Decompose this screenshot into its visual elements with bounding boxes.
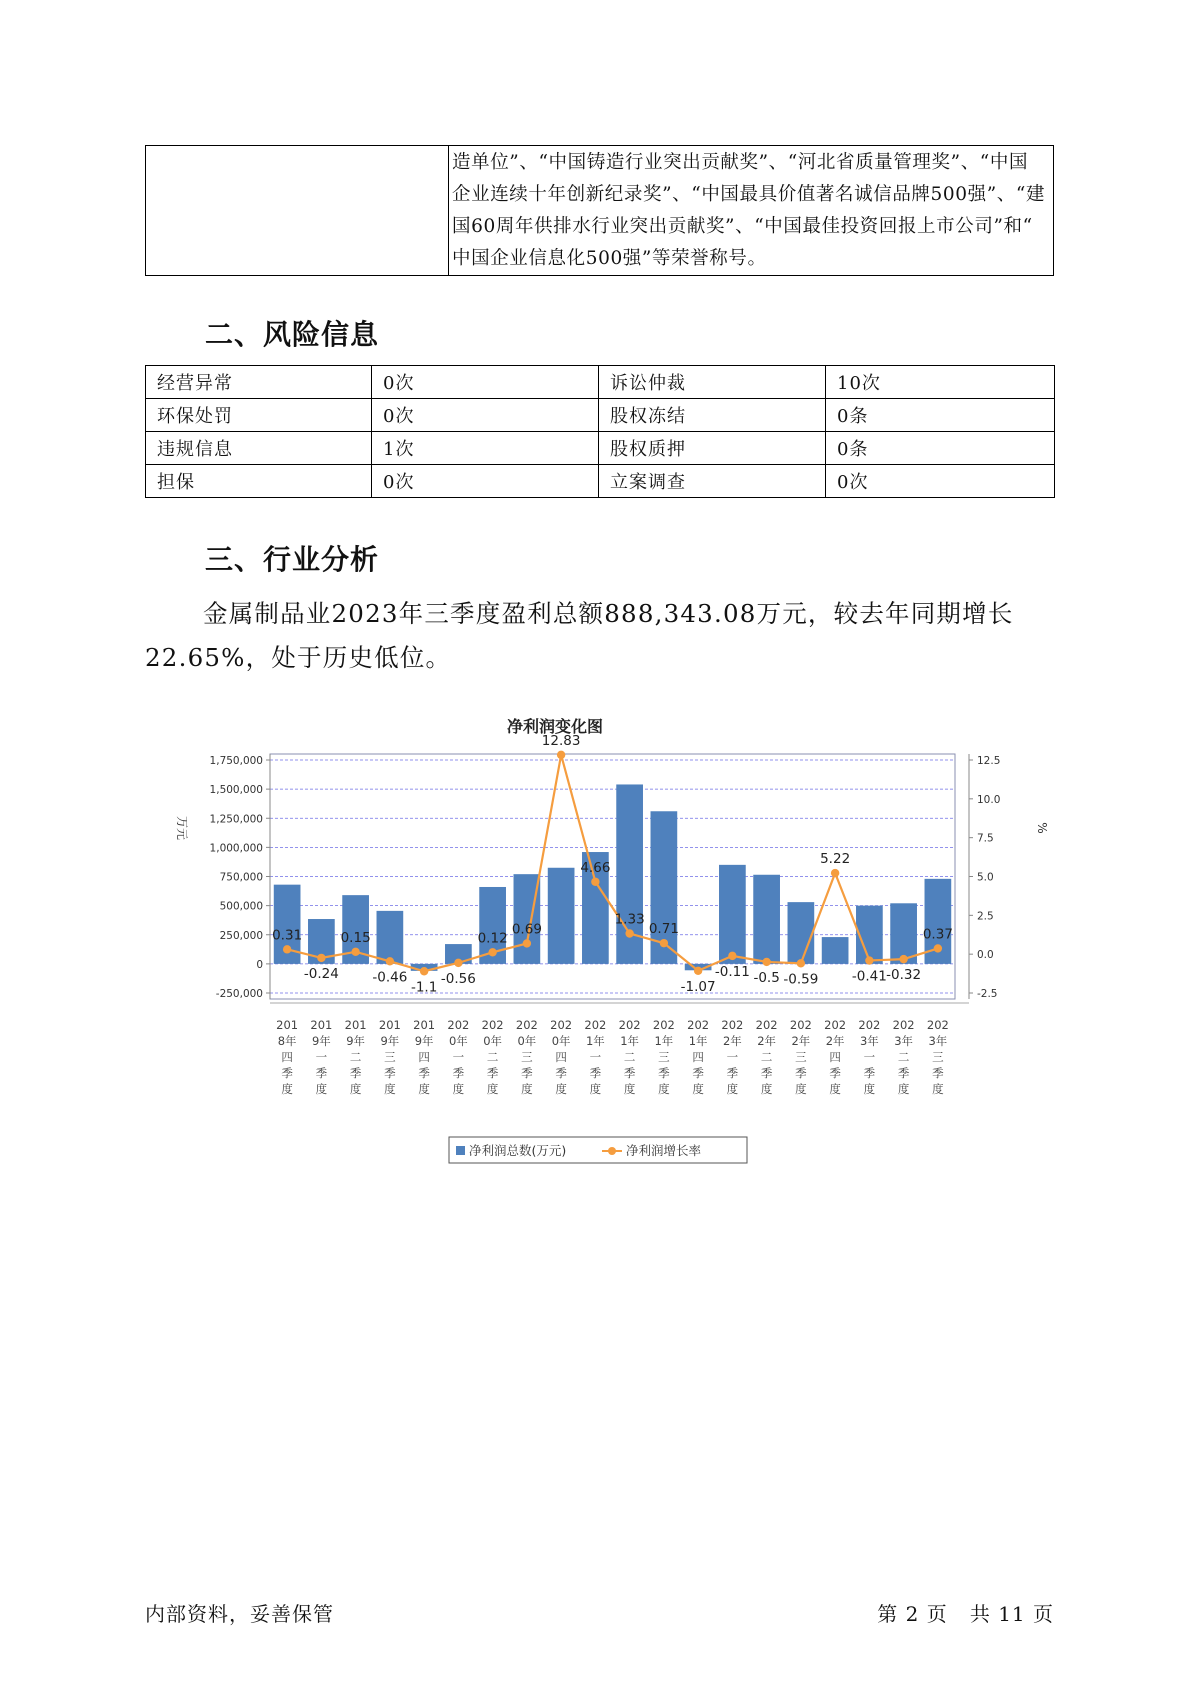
growth-rate-point bbox=[283, 945, 291, 953]
category-label: 度 bbox=[349, 1082, 362, 1096]
right-axis-tick-label: 5.0 bbox=[977, 871, 994, 884]
category-label: 度 bbox=[726, 1082, 739, 1096]
category-label: 季 bbox=[452, 1066, 465, 1080]
chart-title: 净利润变化图 bbox=[506, 717, 604, 736]
growth-rate-point bbox=[488, 948, 496, 956]
left-axis-tick-label: 500,000 bbox=[219, 900, 263, 913]
net-profit-chart bbox=[170, 708, 1050, 1173]
category-label: 季 bbox=[486, 1066, 499, 1080]
category-label: 度 bbox=[760, 1082, 773, 1096]
category-label: 一 bbox=[315, 1050, 328, 1064]
risk-label: 违规信息 bbox=[146, 432, 372, 465]
bar bbox=[788, 902, 815, 964]
bar bbox=[719, 865, 746, 964]
growth-rate-data-label: 0.12 bbox=[477, 930, 508, 947]
category-label: 季 bbox=[658, 1066, 670, 1080]
category-label: 度 bbox=[932, 1082, 944, 1096]
growth-rate-point bbox=[351, 948, 359, 956]
growth-rate-data-label: 1.33 bbox=[614, 911, 645, 928]
growth-rate-data-label: -1.1 bbox=[410, 979, 438, 996]
category-label: 202 bbox=[447, 1018, 470, 1032]
growth-rate-data-label: -0.5 bbox=[753, 969, 780, 986]
category-label: 一 bbox=[726, 1050, 739, 1064]
category-label: 3年 bbox=[894, 1034, 914, 1048]
category-label: 季 bbox=[692, 1066, 704, 1080]
growth-rate-data-label: 0.71 bbox=[648, 921, 679, 938]
growth-rate-point bbox=[454, 959, 462, 967]
category-label: 201 bbox=[378, 1018, 401, 1032]
growth-rate-point bbox=[831, 869, 839, 877]
category-label: 度 bbox=[692, 1082, 704, 1096]
left-axis-tick-label: 750,000 bbox=[219, 871, 263, 884]
page-number: 2 bbox=[905, 1602, 920, 1626]
category-label: 三 bbox=[932, 1050, 944, 1064]
category-label: 1年 bbox=[585, 1034, 605, 1048]
category-label: 一 bbox=[452, 1050, 465, 1064]
category-label: 度 bbox=[897, 1082, 910, 1096]
left-axis-tick-label: 1,750,000 bbox=[209, 755, 263, 767]
category-label: 度 bbox=[829, 1082, 841, 1096]
category-label: 季 bbox=[726, 1066, 739, 1080]
honors-table-left-cell bbox=[146, 146, 449, 276]
category-label: 201 bbox=[344, 1018, 367, 1032]
category-label: 9年 bbox=[414, 1034, 434, 1048]
category-label: 2年 bbox=[757, 1034, 777, 1048]
category-label: 度 bbox=[623, 1082, 636, 1096]
category-label: 202 bbox=[892, 1018, 915, 1032]
category-label: 三 bbox=[384, 1050, 396, 1064]
growth-rate-point bbox=[899, 955, 907, 963]
category-label: 度 bbox=[658, 1082, 670, 1096]
growth-rate-point bbox=[934, 944, 942, 952]
category-label: 202 bbox=[789, 1018, 812, 1032]
category-label: 202 bbox=[858, 1018, 881, 1032]
left-axis-tick-label: 0 bbox=[256, 958, 263, 971]
risk-value: 0次 bbox=[372, 366, 599, 399]
category-label: 1年 bbox=[620, 1034, 640, 1048]
footer-page-info bbox=[877, 1598, 1054, 1627]
risk-label: 股权冻结 bbox=[599, 399, 826, 432]
honors-table bbox=[145, 145, 1054, 276]
growth-rate-data-label: -0.41 bbox=[851, 968, 887, 985]
right-axis-tick-label: 2.5 bbox=[977, 910, 994, 923]
growth-rate-point bbox=[420, 967, 428, 975]
growth-rate-point bbox=[762, 958, 770, 966]
category-label: 三 bbox=[658, 1050, 670, 1064]
risk-value: 0次 bbox=[826, 465, 1055, 498]
honors-line: 造单位”、“中国铸造行业突出贡献奖”、“河北省质量管理奖”、“中国 bbox=[452, 152, 1029, 173]
category-label: 二 bbox=[349, 1050, 362, 1064]
honors-line: 企业连续十年创新纪录奖”、“中国最具价值著名诚信品牌500强”、“建 bbox=[452, 184, 1046, 205]
category-label: 度 bbox=[281, 1082, 293, 1096]
right-axis-tick-label: -2.5 bbox=[977, 988, 998, 1000]
category-label: 0年 bbox=[483, 1034, 503, 1048]
growth-rate-data-label: -0.24 bbox=[303, 965, 339, 982]
growth-rate-data-label: 0.69 bbox=[511, 921, 542, 938]
category-label: 四 bbox=[418, 1050, 430, 1064]
growth-rate-data-label: 0.37 bbox=[922, 926, 953, 943]
category-label: 8年 bbox=[277, 1034, 297, 1048]
category-label: 度 bbox=[384, 1082, 396, 1096]
category-label: 季 bbox=[829, 1066, 841, 1080]
category-label: 9年 bbox=[311, 1034, 331, 1048]
category-label: 度 bbox=[486, 1082, 499, 1096]
category-label: 度 bbox=[863, 1082, 876, 1096]
growth-rate-point bbox=[728, 952, 736, 960]
category-label: 季 bbox=[315, 1066, 328, 1080]
category-label: 2年 bbox=[722, 1034, 742, 1048]
category-label: 201 bbox=[276, 1018, 299, 1032]
category-label: 季 bbox=[281, 1066, 293, 1080]
category-label: 季 bbox=[589, 1066, 602, 1080]
risk-value: 10次 bbox=[826, 366, 1055, 399]
left-axis-title: 万元 bbox=[175, 815, 189, 841]
category-label: 度 bbox=[452, 1082, 465, 1096]
bar bbox=[753, 875, 780, 964]
category-label: 季 bbox=[521, 1066, 533, 1080]
category-label: 季 bbox=[384, 1066, 396, 1080]
category-label: 度 bbox=[555, 1082, 567, 1096]
growth-rate-point bbox=[694, 967, 702, 975]
category-label: 季 bbox=[418, 1066, 430, 1080]
growth-rate-data-label: -0.32 bbox=[886, 967, 922, 984]
bar bbox=[377, 911, 404, 964]
growth-rate-data-label: -0.59 bbox=[783, 971, 819, 988]
category-label: 9年 bbox=[380, 1034, 400, 1048]
bar bbox=[890, 903, 917, 964]
growth-rate-data-label: -0.11 bbox=[714, 963, 750, 980]
table-row bbox=[146, 432, 1055, 465]
risk-value: 0条 bbox=[826, 399, 1055, 432]
honors-table-right-cell bbox=[449, 146, 1054, 276]
category-label: 四 bbox=[281, 1050, 293, 1064]
growth-rate-point bbox=[386, 957, 394, 965]
category-label: 度 bbox=[315, 1082, 328, 1096]
industry-paragraph bbox=[145, 592, 1055, 680]
total-suffix: 页 bbox=[1033, 1602, 1054, 1626]
growth-rate-data-label: 4.66 bbox=[580, 859, 611, 876]
category-label: 0年 bbox=[517, 1034, 537, 1048]
category-label: 季 bbox=[349, 1066, 362, 1080]
category-label: 9年 bbox=[346, 1034, 366, 1048]
risk-label: 担保 bbox=[146, 465, 372, 498]
category-label: 一 bbox=[589, 1050, 602, 1064]
category-label: 3年 bbox=[859, 1034, 879, 1048]
risk-table bbox=[145, 365, 1055, 498]
category-label: 2年 bbox=[825, 1034, 845, 1048]
category-label: 三 bbox=[521, 1050, 533, 1064]
category-label: 202 bbox=[584, 1018, 607, 1032]
category-label: 201 bbox=[413, 1018, 436, 1032]
category-label: 202 bbox=[824, 1018, 847, 1032]
honors-line: 中国企业信息化500强”等荣誉称号。 bbox=[452, 248, 767, 269]
growth-rate-point bbox=[660, 939, 668, 947]
category-label: 0年 bbox=[448, 1034, 468, 1048]
right-axis-tick-label: 0.0 bbox=[977, 949, 994, 962]
growth-rate-point bbox=[625, 929, 633, 937]
category-label: 度 bbox=[589, 1082, 602, 1096]
category-label: 202 bbox=[550, 1018, 573, 1032]
category-label: 二 bbox=[623, 1050, 636, 1064]
page-suffix: 页 bbox=[926, 1602, 948, 1626]
left-axis-tick-label: 1,250,000 bbox=[209, 813, 263, 826]
left-axis-tick-label: 250,000 bbox=[219, 929, 263, 942]
industry-paragraph-text: 金属制品业2023年三季度盈利总额888,343.08万元，较去年同期增长22.65%，处于历史低位。 bbox=[145, 599, 1014, 672]
category-label: 202 bbox=[618, 1018, 641, 1032]
right-axis-tick-label: 12.5 bbox=[977, 755, 1001, 767]
legend-bar-label: 净利润总数(万元) bbox=[469, 1143, 567, 1158]
honors-line: 国60周年供排水行业突出贡献奖”、“中国最佳投资回报上市公司”和“ bbox=[452, 216, 1033, 237]
risk-label: 立案调查 bbox=[599, 465, 826, 498]
category-label: 二 bbox=[760, 1050, 773, 1064]
category-label: 1年 bbox=[654, 1034, 674, 1048]
left-axis-tick-label: 1,500,000 bbox=[209, 784, 263, 797]
category-label: 四 bbox=[692, 1050, 704, 1064]
category-label: 度 bbox=[418, 1082, 430, 1096]
bar bbox=[822, 937, 849, 964]
category-label: 0年 bbox=[551, 1034, 571, 1048]
footer-confidential: 内部资料，妥善保管 bbox=[145, 1602, 334, 1626]
left-axis-tick-label: 1,000,000 bbox=[209, 842, 263, 855]
total-pages: 11 bbox=[998, 1602, 1026, 1626]
growth-rate-data-label: 0.15 bbox=[340, 929, 371, 946]
legend-line-marker bbox=[608, 1147, 616, 1155]
risk-section-heading: 二、风险信息 bbox=[205, 318, 380, 351]
legend-line-label: 净利润增长率 bbox=[626, 1143, 702, 1158]
category-label: 2年 bbox=[791, 1034, 811, 1048]
category-label: 202 bbox=[926, 1018, 949, 1032]
growth-rate-data-label: 0.31 bbox=[272, 927, 303, 944]
table-row bbox=[146, 465, 1055, 498]
risk-label: 股权质押 bbox=[599, 432, 826, 465]
growth-rate-data-label: 12.83 bbox=[541, 732, 581, 749]
category-label: 一 bbox=[863, 1050, 876, 1064]
growth-rate-point bbox=[523, 939, 531, 947]
growth-rate-data-label: 5.22 bbox=[820, 851, 851, 868]
bar bbox=[548, 868, 575, 964]
growth-rate-point bbox=[317, 954, 325, 962]
category-label: 季 bbox=[760, 1066, 773, 1080]
growth-rate-data-label: -0.46 bbox=[372, 969, 408, 986]
category-label: 季 bbox=[932, 1066, 944, 1080]
risk-label: 环保处罚 bbox=[146, 399, 372, 432]
risk-value: 1次 bbox=[372, 432, 599, 465]
table-row bbox=[146, 366, 1055, 399]
category-label: 201 bbox=[310, 1018, 333, 1032]
category-label: 季 bbox=[623, 1066, 636, 1080]
growth-rate-point bbox=[797, 959, 805, 967]
risk-value: 0次 bbox=[372, 465, 599, 498]
risk-value: 0次 bbox=[372, 399, 599, 432]
growth-rate-data-label: -0.56 bbox=[440, 970, 476, 987]
category-label: 202 bbox=[515, 1018, 538, 1032]
right-axis-tick-label: 10.0 bbox=[977, 793, 1001, 806]
growth-rate-data-label: -1.07 bbox=[680, 978, 716, 995]
category-label: 202 bbox=[721, 1018, 744, 1032]
industry-section-heading: 三、行业分析 bbox=[205, 543, 380, 576]
growth-rate-point bbox=[865, 956, 873, 964]
category-label: 1年 bbox=[688, 1034, 708, 1048]
category-label: 202 bbox=[652, 1018, 675, 1032]
left-axis-tick-label: -250,000 bbox=[215, 988, 263, 1000]
risk-label: 经营异常 bbox=[146, 366, 372, 399]
category-label: 202 bbox=[481, 1018, 504, 1032]
category-label: 四 bbox=[555, 1050, 567, 1064]
category-label: 202 bbox=[755, 1018, 778, 1032]
category-label: 季 bbox=[897, 1066, 910, 1080]
page-prefix: 第 bbox=[877, 1602, 899, 1626]
category-label: 季 bbox=[795, 1066, 807, 1080]
right-axis-title: % bbox=[1035, 822, 1049, 834]
category-label: 二 bbox=[897, 1050, 910, 1064]
category-label: 度 bbox=[521, 1082, 533, 1096]
table-row bbox=[146, 399, 1055, 432]
category-label: 季 bbox=[555, 1066, 567, 1080]
growth-rate-point bbox=[557, 751, 565, 759]
category-label: 3年 bbox=[928, 1034, 948, 1048]
category-label: 202 bbox=[687, 1018, 710, 1032]
growth-rate-point bbox=[591, 878, 599, 886]
category-label: 季 bbox=[863, 1066, 876, 1080]
category-label: 度 bbox=[795, 1082, 807, 1096]
risk-value: 0条 bbox=[826, 432, 1055, 465]
category-label: 三 bbox=[795, 1050, 807, 1064]
right-axis-tick-label: 7.5 bbox=[977, 832, 994, 845]
total-prefix: 共 bbox=[969, 1602, 991, 1626]
category-label: 二 bbox=[486, 1050, 499, 1064]
legend-bar-swatch bbox=[456, 1146, 465, 1155]
risk-label: 诉讼仲裁 bbox=[599, 366, 826, 399]
category-label: 四 bbox=[829, 1050, 841, 1064]
